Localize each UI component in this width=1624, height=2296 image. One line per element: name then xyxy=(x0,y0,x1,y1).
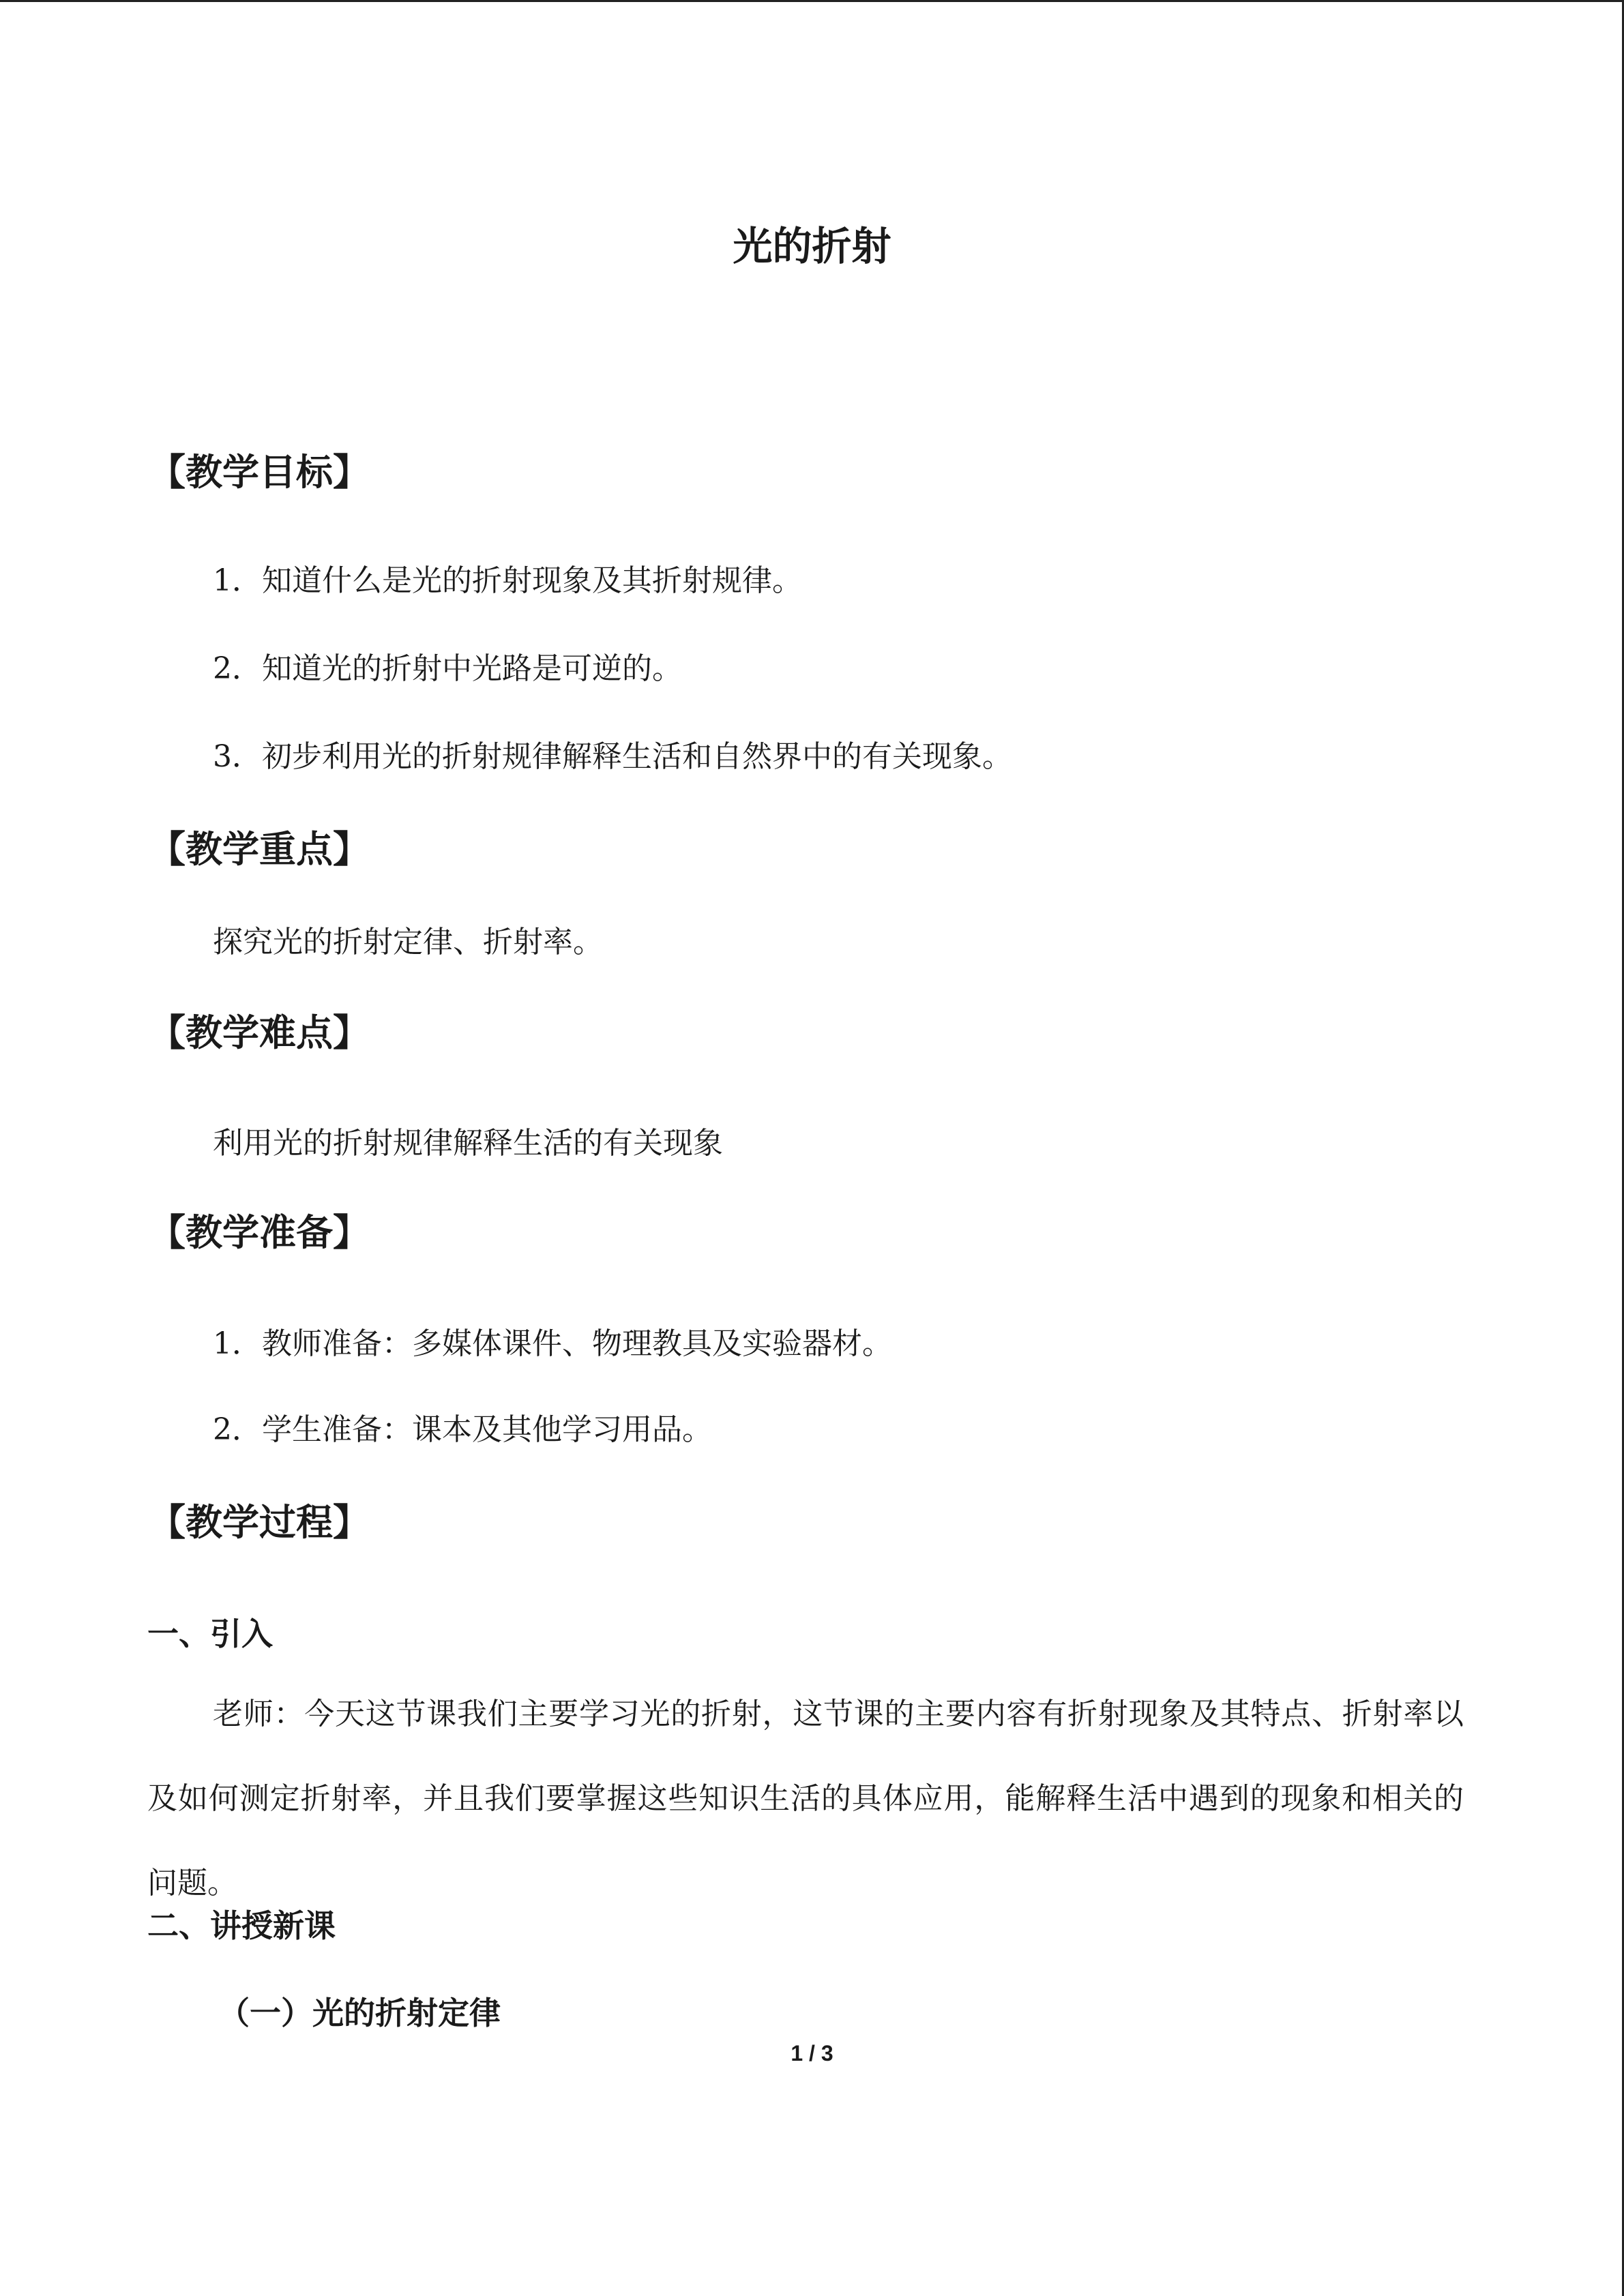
preparation-item-2: 2．学生准备：课本及其他学习用品。 xyxy=(213,1412,712,1447)
page-border-top xyxy=(0,0,1624,2)
page-number: 1 / 3 xyxy=(791,2041,833,2066)
document-title: 光的折射 xyxy=(733,223,891,269)
new-lesson-section-title: 二、讲授新课 xyxy=(147,1907,336,1944)
preparation-item-1: 1．教师准备：多媒体课件、物理教具及实验器材。 xyxy=(213,1326,892,1361)
objective-item-2: 2．知道光的折射中光路是可逆的。 xyxy=(213,651,682,686)
process-heading: 【教学过程】 xyxy=(149,1501,370,1544)
objective-item-3: 3．初步利用光的折射规律解释生活和自然界中的有关现象。 xyxy=(213,739,1012,774)
key-points-heading: 【教学重点】 xyxy=(149,828,370,871)
preparation-heading: 【教学准备】 xyxy=(149,1211,370,1254)
key-points-text: 探究光的折射定律、折射率。 xyxy=(213,925,603,959)
intro-section-title: 一、引入 xyxy=(147,1615,273,1652)
intro-paragraph: 老师：今天这节课我们主要学习光的折射，这节课的主要内容有折射现象及其特点、折射率以及如何测定折射率，并且我们要掌握这些知识生活的具体应用，能解释生活中遇到的现象和相关的问题。 xyxy=(147,1697,1464,1900)
difficulties-heading: 【教学难点】 xyxy=(149,1011,370,1054)
objectives-heading: 【教学目标】 xyxy=(149,451,370,494)
difficulties-text: 利用光的折射规律解释生活的有关现象 xyxy=(213,1126,723,1161)
objective-item-1: 1．知道什么是光的折射现象及其折射规律。 xyxy=(213,563,802,598)
refraction-law-subtitle: （一）光的折射定律 xyxy=(218,1995,501,2031)
